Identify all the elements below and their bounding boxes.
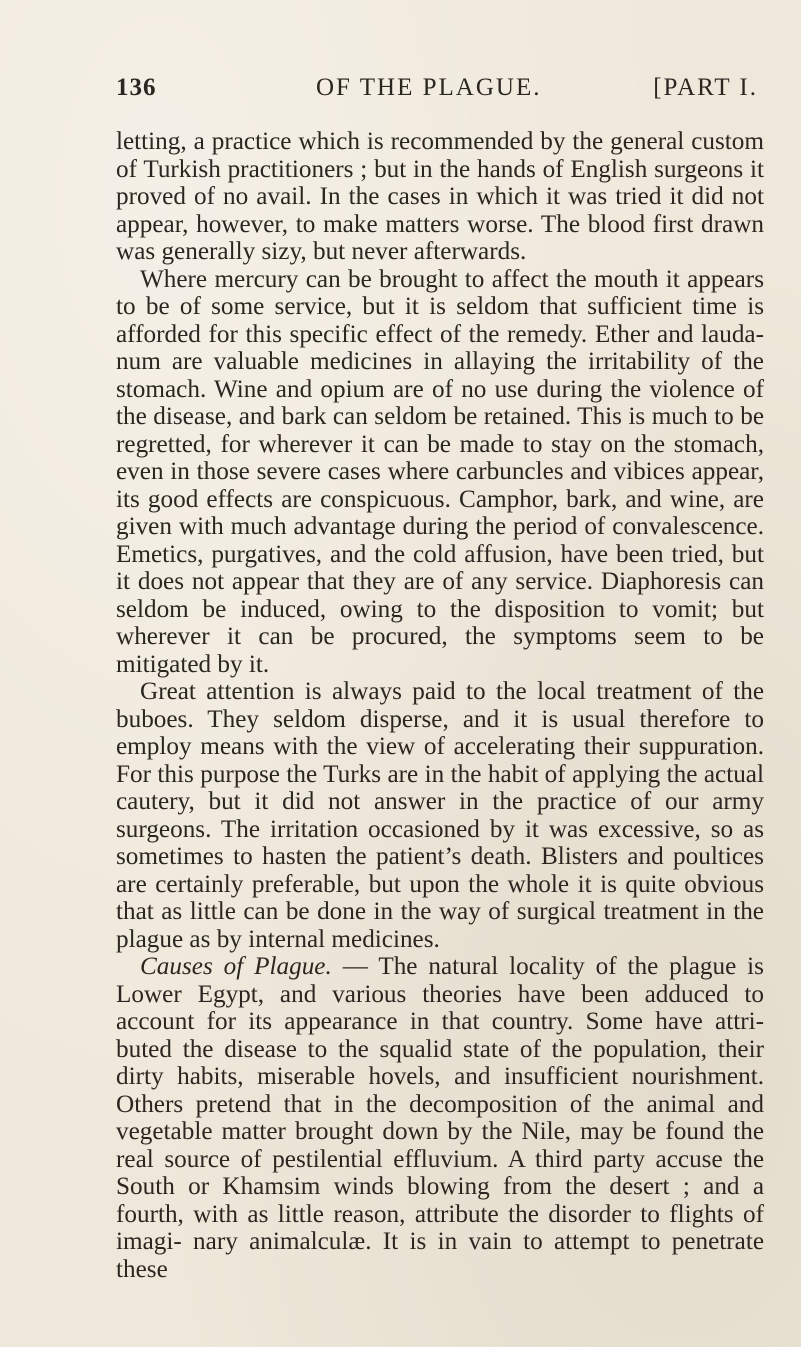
page-number: 136	[116, 74, 157, 101]
running-head	[116, 74, 758, 114]
paragraph-causes-text: — The natural locality of the plague is Lower Egypt, and various theories have been adduced to account for its appearance in that country. Some have attri- buted the disease to the squalid state of the population, their dirty habits, miserable hovels, and insufficient nourishment. Others pretend that in the decomposition of the animal and vegetable matter brought down by the Nile, may be found the real source of pestilential effluvium. A third party accuse the South or Khamsim winds blowing from the desert ; and a fourth, with as little reason, attribute the disorder to flights of imagi- nary animalculæ. It is in vain to attempt to penetrate these	[116, 953, 764, 1283]
running-title: OF THE PLAGUE.	[316, 74, 542, 101]
section-heading-causes: Causes of Plague.	[140, 953, 332, 980]
paragraph-causes	[116, 953, 764, 1283]
part-label: [PART I.	[653, 74, 758, 101]
paragraph-buboes: Great attention is always paid to the local treatment of the buboes. They seldom disperse, and it is usual therefore to employ means with the view of accelerating their suppuration. For this purpose the Turks are in the habit of applying the actual cautery, but it did not answer in the practice of our army surgeons. The irritation occasioned by it was excessive, so as sometimes to hasten the patient’s death. Blisters and poultices are certainly preferable, but upon the whole it is quite obvious that as little can be done in the way of surgical treatment in the plague as by internal medicines.	[116, 678, 764, 953]
body-text	[116, 128, 764, 1283]
paragraph-mercury: Where mercury can be brought to affect the mouth it appears to be of some service, but it is seldom that sufficient time is afforded for this specific effect of the remedy. Ether and lauda- num are valuable medicines in allaying the irritability of the stomach. Wine and opium are of no use during the violence of the disease, and bark can seldom be retained. This is much to be regretted, for wherever it can be made to stay on the stomach, even in those severe cases where carbuncles and vibices appear, its good effects are conspicuous. Camphor, bark, and wine, are given with much advantage during the period of convalescence. Emetics, purgatives, and the cold affusion, have been tried, but it does not appear that they are of any service. Diaphoresis can seldom be induced, owing to the disposition to vomit; but wherever it can be procured, the symptoms seem to be mitigated by it.	[116, 265, 764, 678]
paragraph-continued: letting, a practice which is recommended by the general custom of Turkish practitioners ; but in the hands of English surgeons it proved of no avail. In the cases in which it was tried it did not appear, however, to make matters worse. The blood first drawn was generally sizy, but never afterwards.	[116, 128, 764, 265]
